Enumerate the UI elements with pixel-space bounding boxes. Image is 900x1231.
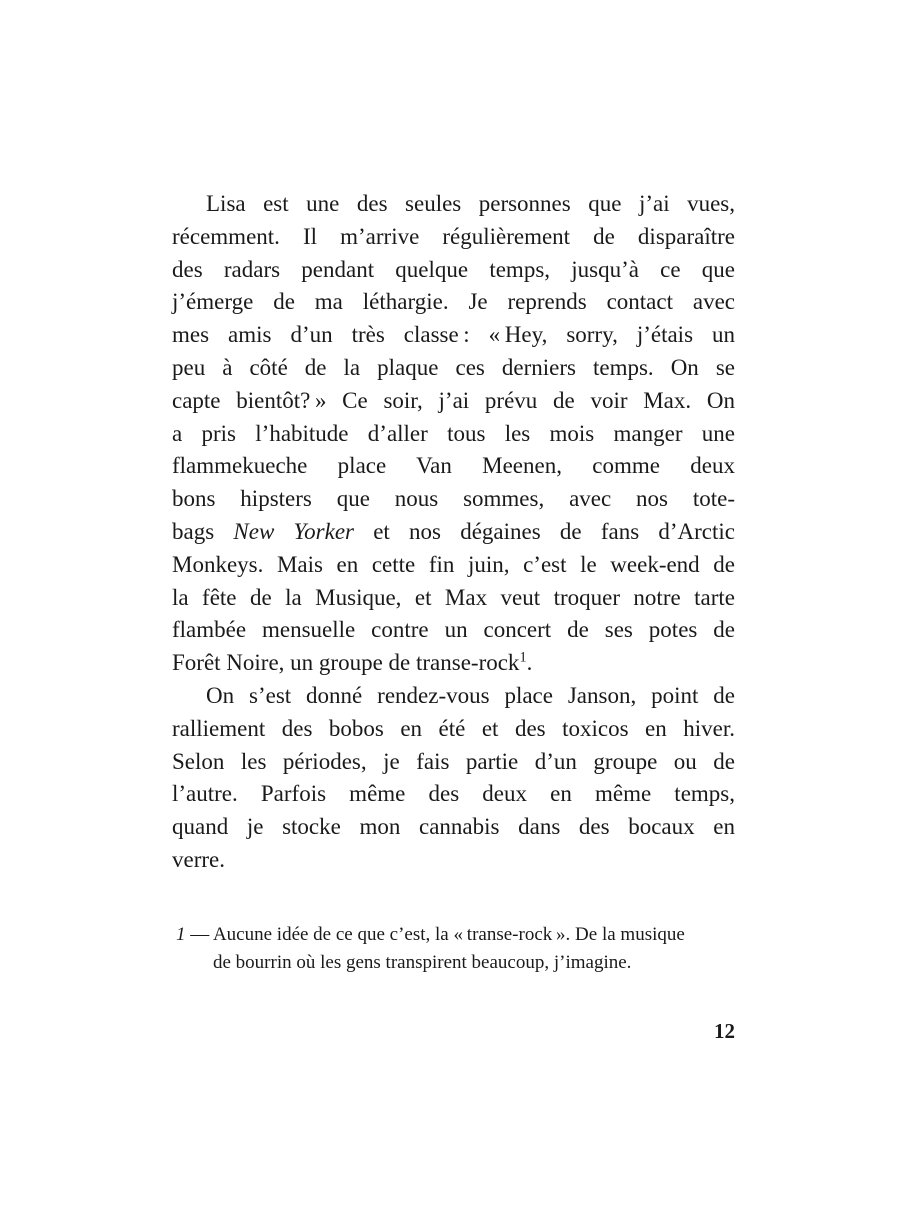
- text-line: peu à côté de la plaque ces derniers temps. On se: [172, 354, 735, 380]
- text-line: Selon les périodes, je fais partie d’un groupe ou de: [172, 748, 735, 774]
- text-line: récemment. Il m’arrive régulièrement de disparaître: [172, 223, 735, 249]
- text-line: On s’est donné rendez-vous place Janson, point de: [206, 682, 735, 708]
- text-line: flambée mensuelle contre un concert de ses potes de: [172, 617, 735, 643]
- page-number: 12: [714, 1019, 735, 1043]
- text-line: a pris l’habitude d’aller tous les mois manger une: [172, 420, 735, 446]
- footnote: [176, 921, 738, 976]
- text-line: la fête de la Musique, et Max veut troquer notre tarte: [172, 584, 735, 610]
- footnote-line-continuation: de bourrin où les gens transpirent beaucoup, j’imagine.: [213, 951, 632, 973]
- text-line: ralliement des bobos en été et des toxicos en hiver.: [172, 715, 735, 741]
- text-line: j’émerge de ma léthargie. Je reprends contact avec: [172, 289, 735, 315]
- text-line: mes amis d’un très classe : « Hey, sorry, j’étais un: [172, 322, 735, 348]
- text-line: l’autre. Parfois même des deux en même temps,: [172, 781, 735, 807]
- text-line: verre.: [172, 846, 225, 872]
- text-line: quand je stocke mon cannabis dans des bocaux en: [172, 814, 735, 840]
- text-line: bags New Yorker et nos dégaines de fans d’Arctic: [172, 518, 735, 544]
- footnote-line: 1 — Aucune idée de ce que c’est, la « transe-rock ». De la musique: [176, 924, 685, 945]
- text-line: capte bientôt? » Ce soir, j’ai prévu de voir Max. On: [172, 387, 735, 413]
- text-line: Monkeys. Mais en cette fin juin, c’est le week-end de: [172, 551, 735, 577]
- footnote-reference-superscript: 1: [519, 649, 527, 666]
- body-text: [172, 188, 735, 877]
- text-line: des radars pendant quelque temps, jusqu’à ce que: [172, 256, 735, 282]
- italic-text: 1: [176, 924, 186, 945]
- text-line: Lisa est une des seules personnes que j’ai vues,: [206, 191, 735, 216]
- text-line: flammekueche place Van Meenen, comme deux: [172, 453, 735, 479]
- text-line: Forêt Noire, un groupe de transe-rock$^1$.: [172, 649, 533, 676]
- text-line: bons hipsters que nous sommes, avec nos tote-: [172, 486, 735, 512]
- italic-text: New Yorker: [233, 518, 354, 544]
